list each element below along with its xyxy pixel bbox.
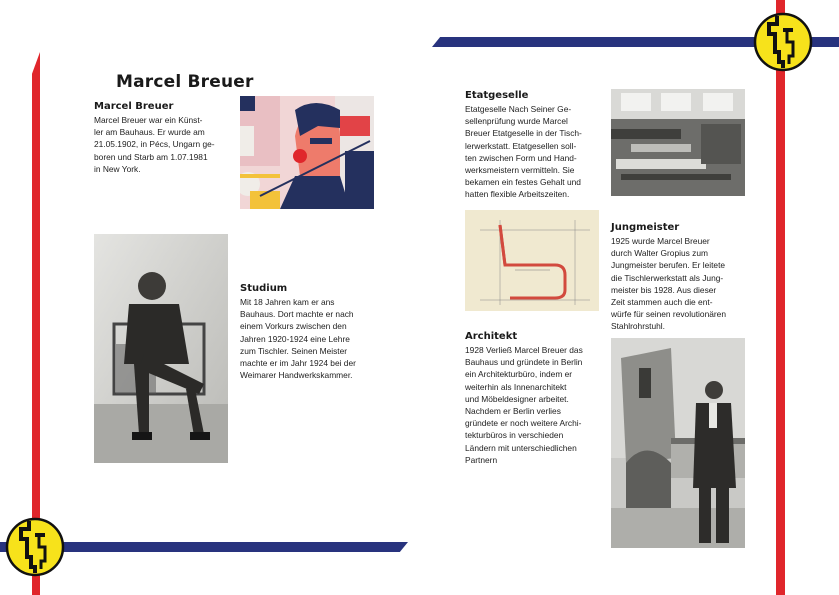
page-title: Marcel Breuer (116, 72, 254, 92)
left-red-bar (32, 52, 40, 595)
etatgeselle-text: Etatgeselle Nach Seiner Ge- sellenprüfung wurde Marcel Breuer Etatgeselle in der Tisch- lerwerkstatt. Etatgesellen soll- ten zwischen Form und Hand- werksmeistern vermitteln. Sie bekamen ein festes Gehalt und hatten flexible Arbeitszeiten. (465, 104, 582, 200)
cubist-portrait-illustration (240, 96, 374, 209)
studium-text: Mit 18 Jahren kam er ans Bauhaus. Dort machte er nach einem Vorkurs zwischen den Jahren 1920-1924 eine Lehre zum Tischler. Seinen Meister machte er im Jahr 1924 bei der Weimarer Handwerkskammer. (240, 297, 356, 381)
carpentry-workshop-photo (611, 89, 745, 196)
man-before-building-photo (611, 338, 745, 548)
right-red-bar (776, 0, 785, 595)
etatgeselle-heading: Etatgeselle (465, 90, 529, 101)
bauhaus-logo-top (753, 12, 813, 72)
man-in-steel-chair-photo (94, 234, 228, 463)
chair-technical-drawing (465, 210, 599, 311)
intro-heading: Marcel Breuer (94, 101, 174, 112)
jungmeister-text: 1925 wurde Marcel Breuer durch Walter Gropius zum Jungmeister berufen. Er leitete die Tischlerwerkstatt als Jung- meister bis 1928. Aus dieser Zeit stammen auch die ent- würfe für seinen revolutionären Stahlrohrstuhl. (611, 236, 726, 332)
intro-text: Marcel Breuer war ein Künst- ler am Bauhaus. Er wurde am 21.05.1902, in Pécs, Ungarn ge- boren und Starb am 1.07.1981 in New York. (94, 115, 215, 174)
jungmeister-heading: Jungmeister (611, 222, 680, 233)
studium-heading: Studium (240, 283, 288, 294)
architekt-text: 1928 Verließ Marcel Breuer das Bauhaus und gründete in Berlin ein Architekturbüro, indem er weiterhin als Innenarchitekt und Möbeldesigner arbeitet. Nachdem er Berlin verlies gründete er noch weitere Archi- tekturbüros in verschieden Ländern mit unterschiedlichen Partnern (465, 345, 583, 465)
architekt-heading: Architekt (465, 331, 518, 342)
bauhaus-logo-bottom (5, 517, 65, 577)
